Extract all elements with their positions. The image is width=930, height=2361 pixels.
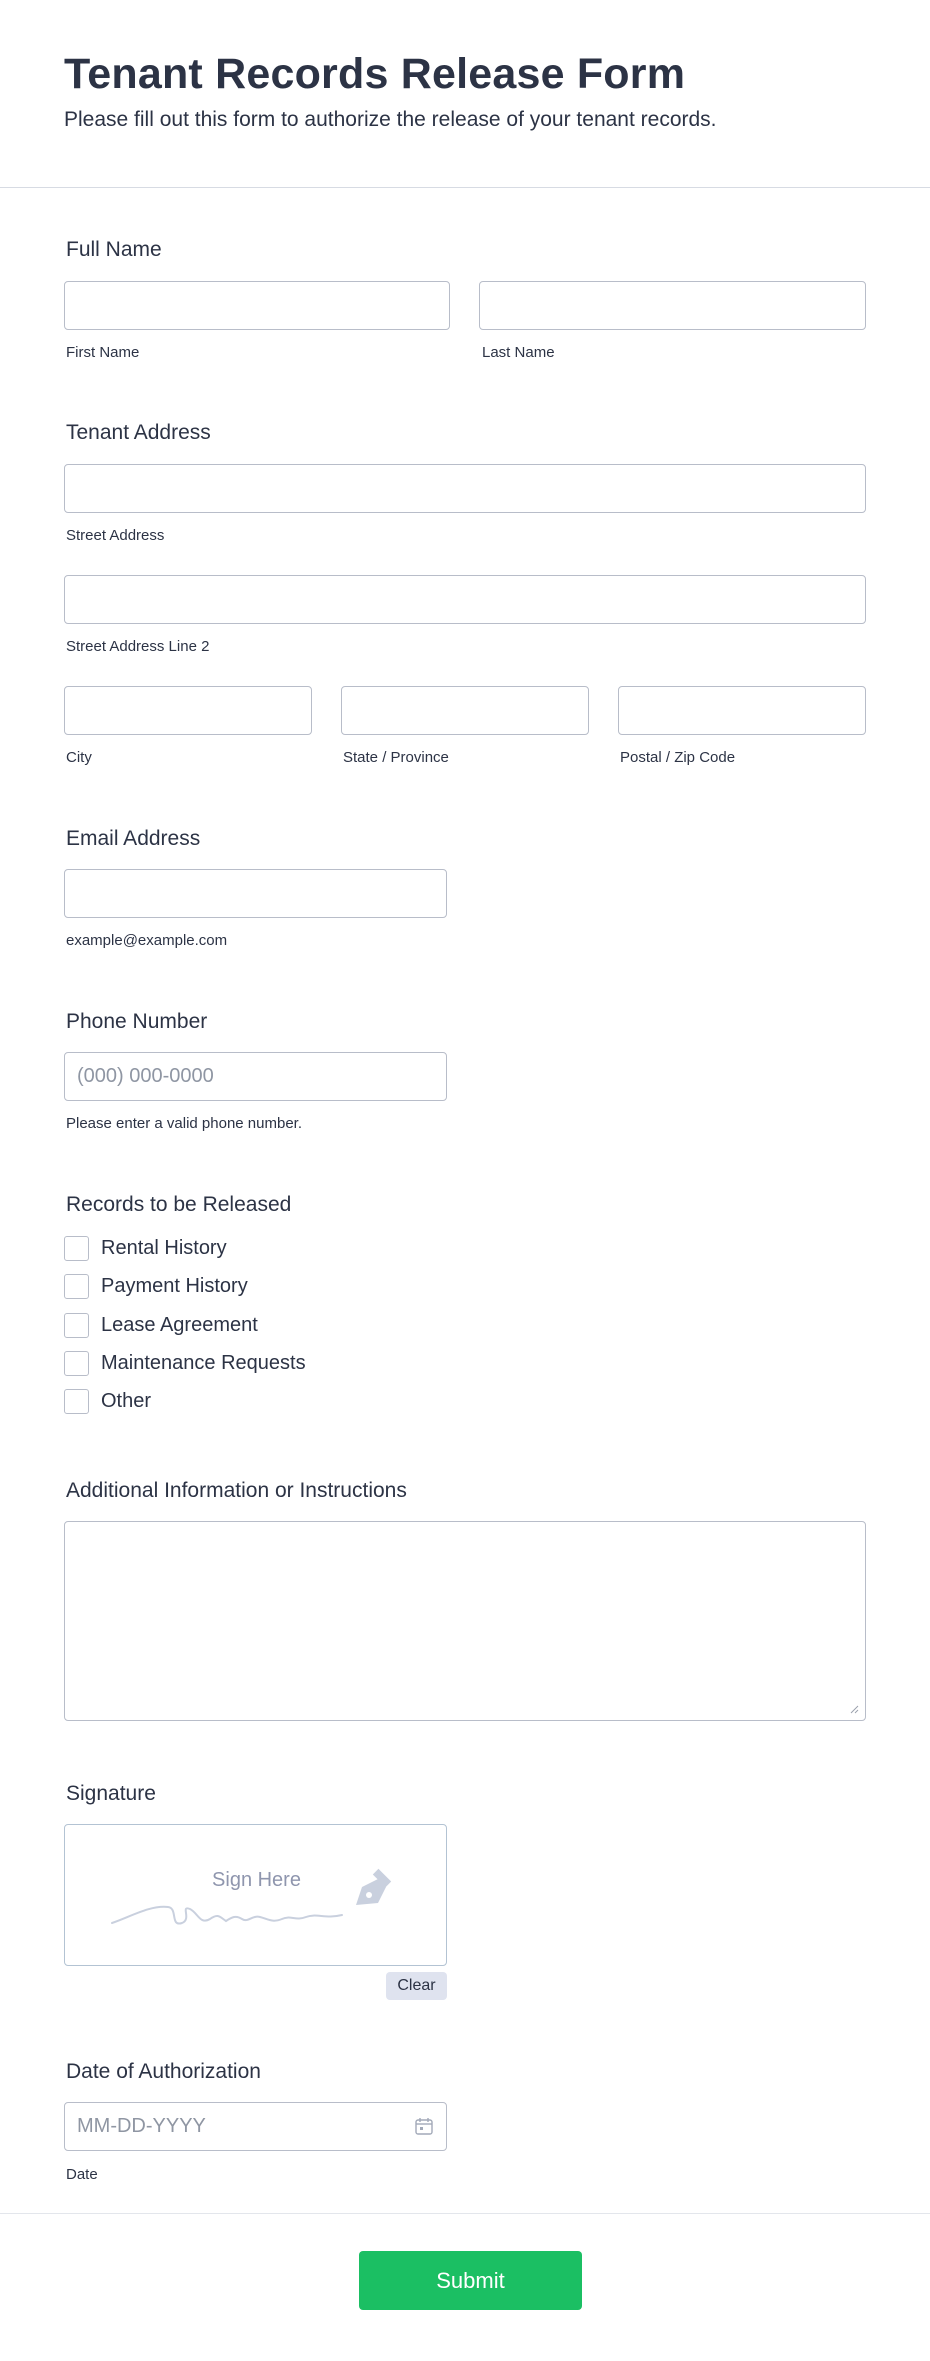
email-label: Email Address — [66, 827, 201, 850]
full-name-label: Full Name — [66, 238, 162, 261]
first-name-input[interactable] — [64, 281, 450, 330]
checkbox-lease-agreement[interactable] — [64, 1311, 258, 1339]
phone-input[interactable] — [64, 1052, 447, 1101]
zip-sublabel: Postal / Zip Code — [620, 749, 736, 766]
street-address-input[interactable] — [64, 464, 866, 513]
pen-nib-icon — [348, 1867, 396, 1911]
checkbox-maintenance-requests[interactable] — [64, 1349, 306, 1377]
phone-sublabel: Please enter a valid phone number. — [66, 1115, 302, 1132]
checkbox-box[interactable] — [64, 1274, 89, 1299]
checkbox-label: Other — [101, 1389, 152, 1412]
calendar-icon[interactable] — [414, 2116, 434, 2136]
checkbox-other[interactable] — [64, 1387, 151, 1415]
date-picker[interactable] — [64, 2102, 447, 2151]
checkbox-box[interactable] — [64, 1351, 89, 1376]
zip-input[interactable] — [618, 686, 866, 735]
date-label: Date of Authorization — [66, 2060, 261, 2083]
resize-grip-icon[interactable] — [849, 1704, 859, 1714]
footer-divider — [0, 2213, 930, 2214]
additional-info-label: Additional Information or Instructions — [66, 1479, 407, 1502]
form-title: Tenant Records Release Form — [64, 50, 686, 98]
checkbox-box[interactable] — [64, 1389, 89, 1414]
signature-label: Signature — [66, 1782, 156, 1805]
first-name-sublabel: First Name — [66, 344, 140, 361]
street-address-line2-sublabel: Street Address Line 2 — [66, 638, 210, 655]
form-subtitle: Please fill out this form to authorize the release of your tenant records. — [64, 108, 717, 131]
state-sublabel: State / Province — [343, 749, 449, 766]
last-name-input[interactable] — [479, 281, 866, 330]
checkbox-label: Maintenance Requests — [101, 1351, 306, 1374]
submit-button[interactable]: Submit — [359, 2251, 582, 2310]
city-sublabel: City — [66, 749, 92, 766]
signature-clear-button[interactable]: Clear — [386, 1972, 447, 2000]
last-name-sublabel: Last Name — [482, 344, 555, 361]
tenant-address-label: Tenant Address — [66, 421, 211, 444]
email-sublabel: example@example.com — [66, 932, 228, 949]
checkbox-payment-history[interactable] — [64, 1272, 248, 1300]
signature-pad[interactable] — [64, 1824, 447, 1966]
sign-here-prompt: Sign Here — [212, 1869, 301, 1891]
city-input[interactable] — [64, 686, 312, 735]
date-input[interactable] — [64, 2102, 447, 2151]
date-sublabel: Date — [66, 2166, 98, 2183]
email-input[interactable] — [64, 869, 447, 918]
records-label: Records to be Released — [66, 1193, 292, 1216]
street-address-sublabel: Street Address — [66, 527, 165, 544]
checkbox-box[interactable] — [64, 1313, 89, 1338]
checkbox-label: Lease Agreement — [101, 1313, 258, 1336]
additional-info-textarea[interactable] — [64, 1521, 866, 1721]
phone-label: Phone Number — [66, 1010, 208, 1033]
checkbox-label: Payment History — [101, 1274, 248, 1297]
street-address-line2-input[interactable] — [64, 575, 866, 624]
form-header — [0, 0, 930, 188]
checkbox-rental-history[interactable] — [64, 1234, 227, 1262]
checkbox-box[interactable] — [64, 1236, 89, 1261]
checkbox-label: Rental History — [101, 1236, 227, 1259]
state-input[interactable] — [341, 686, 589, 735]
